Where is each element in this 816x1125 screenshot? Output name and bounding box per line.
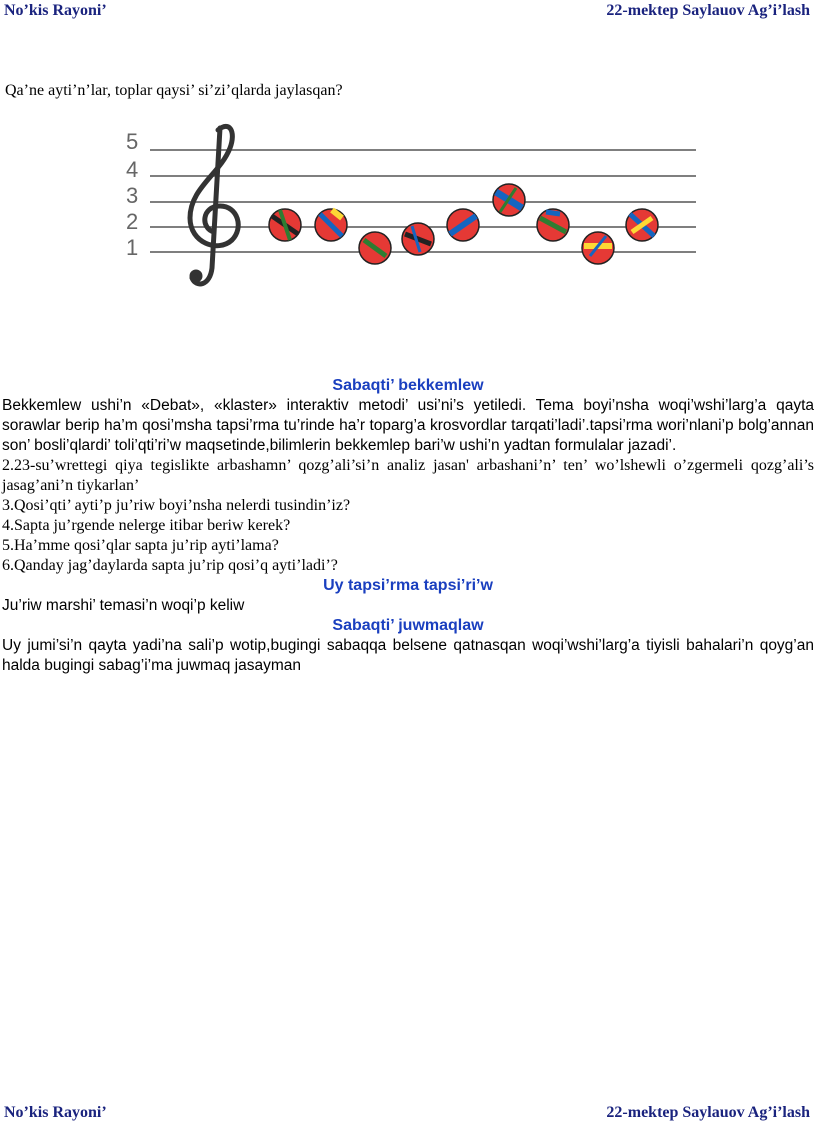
page-header [4, 2, 810, 20]
question-item-3: 3.Qosi’qti’ ayti’p ju’riw boyi’nsha nelerdi tusindin’iz? [2, 497, 351, 514]
note-ball [582, 232, 614, 264]
question-item-6: 6.Qanday jag’daylarda sapta ju’rip qosi’q ayti’ladi’? [2, 557, 338, 574]
section-title-juwmaqlaw: Sabaqti’ juwmaqlaw [332, 617, 484, 634]
note-ball [402, 223, 434, 255]
music-staff-figure [120, 118, 700, 298]
consolidation-paragraph: Bekkemlew ushi’n «Debat», «klaster» interaktiv metodi’ usi’ni’s yetiledi. Tema boyi’nsha woqi’wshi’larg’a qayta sorawlar berip ha’m qosi’msha tapsi’rma tu’rinde ha’r toparg’a krosvordlar tarqati’ladi’.tapsi’rma wori’nlani’p bolg’annan son’ bosli’qlardi’ toli’qti’ri’w maqsetinde,bilimlerin bekkemlep bari’w ushi’n yadtan formulalar jazadi’. [2, 397, 814, 454]
footer-left: No’kis Rayoni’ [4, 1104, 107, 1121]
staff-number-1: 1 [126, 235, 139, 260]
footer-right: 22-mektep Saylauov Ag’i’lash [606, 1104, 810, 1121]
staff-number-3: 3 [126, 183, 139, 208]
conclusion-text: Uy jumi’si’n qayta yadi’na sali’p wotip,bugingi sabaqqa belsene qatnasqan woqi’wshi’larg’a tiyisli bahalari’n qoyg’an halda bugingi sabag’i’ma juwmaq jasayman [2, 637, 814, 674]
header-left: No’kis Rayoni’ [4, 2, 107, 19]
homework-text: Ju’riw marshi’ temasi’n woqi’p keliw [2, 597, 245, 614]
note-ball [493, 184, 525, 216]
note-ball [359, 232, 391, 264]
staff-number-5: 5 [126, 129, 139, 154]
music-staff-svg [120, 118, 700, 298]
note-ball [626, 209, 658, 241]
question-item-5: 5.Ha’mme qosi’qlar sapta ju’rip ayti’lama? [2, 537, 279, 554]
note-ball [447, 209, 479, 241]
note-ball [537, 209, 569, 241]
page-footer [4, 1104, 810, 1122]
header-right: 22-mektep Saylauov Ag’i’lash [606, 2, 810, 19]
staff-number-4: 4 [126, 157, 139, 182]
section-title-homework: Uy tapsi’rma tapsi’ri’w [323, 577, 493, 594]
note-ball [315, 209, 347, 241]
lesson-content [2, 376, 814, 676]
section-title-bekkemlew: Sabaqti’ bekkemlew [332, 377, 484, 394]
staff-number-2: 2 [126, 209, 139, 234]
note-ball [269, 209, 301, 241]
question-item-4: 4.Sapta ju’rgende nelerge itibar beriw kerek? [2, 517, 291, 534]
question-item-2: 2.23-su’wrettegi qiya tegislikte arbashamn’ qozg’ali’si’n analiz jasan' arbashani’n’ ten’ wo’lshewli o’zgermeli qozg’ali’s jasag’ani’n tiykarlan’ [2, 457, 814, 494]
question-text: Qa’ne ayti’n’lar, toplar qaysi’ si’zi’qlarda jaylasqan? [5, 82, 343, 99]
